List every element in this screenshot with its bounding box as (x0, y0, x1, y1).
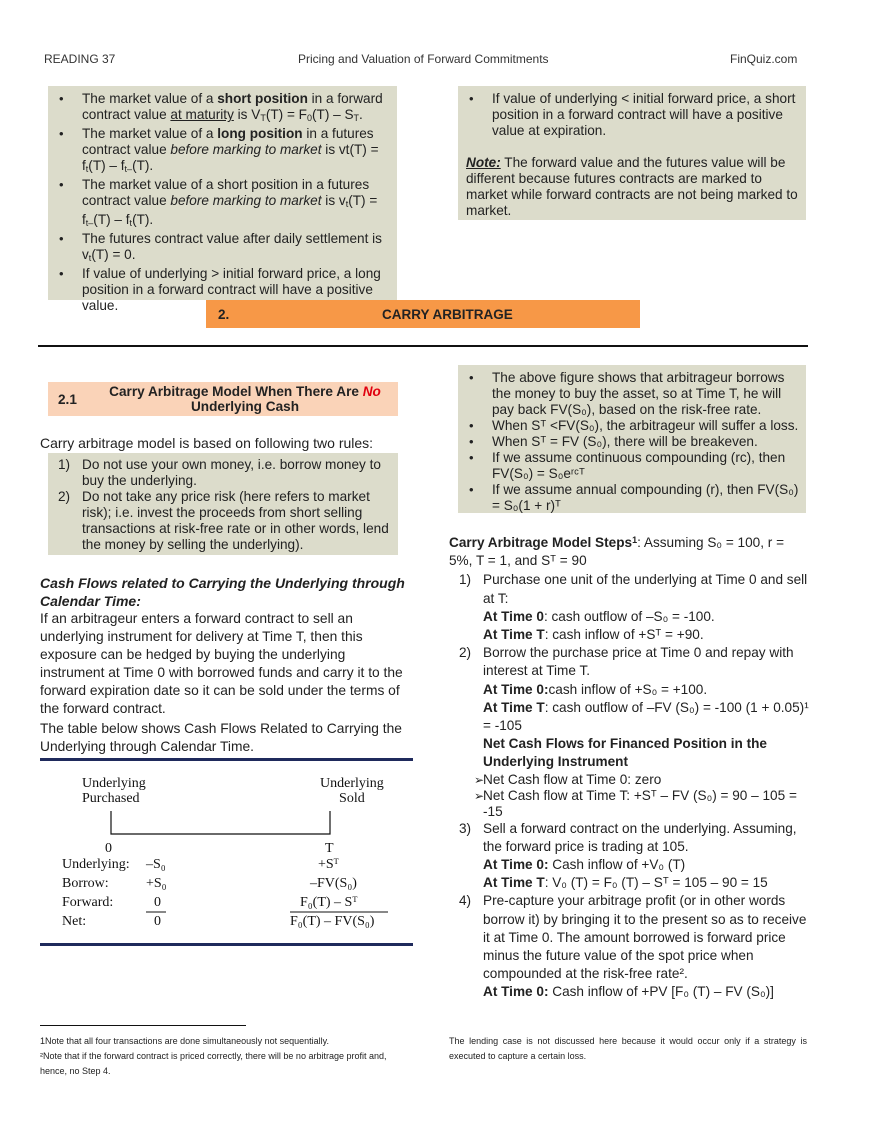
figure-right-head: Underlying Sold (320, 776, 384, 806)
rules-list (48, 457, 390, 553)
running-header-title: Pricing and Valuation of Forward Commitments (298, 52, 549, 66)
note-paragraph (466, 155, 798, 219)
rules-box (48, 453, 398, 555)
subsection-heading (48, 382, 398, 416)
carry-arbitrage-steps (449, 531, 809, 1002)
footnote-2: ²Note that if the forward contract is priced correctly, there will be no arbitrage profit and, hence, no Step 4. (40, 1051, 387, 1076)
running-header-right: FinQuiz.com (730, 52, 798, 66)
step-item: 3) Sell a forward contract on the underlying. Assuming, the forward price is trading at 105. At Time 0: Cash inflow of +V₀ (T) At Time T: V₀ (T) = F₀ (T) – Sᵀ = 105 – 90 = 15 (459, 820, 797, 891)
footnote-3: The lending case is not discussed here because it would occur only if a strategy is executed to capture a certain loss. (449, 1036, 807, 1061)
cash-flow-figure: Underlying Purchased Underlying Sold 0 T Underlying: –S₀ +Sᵀ Borrow: +S₀ –FV(S₀) Forward: 0 F₀(T) – Sᵀ Net: 0 F₀(T) – FV(S₀) (40, 758, 413, 946)
figure-left-head: Underlying Purchased (82, 776, 146, 806)
net-cash-flow-item: ➢ Net Cash flow at Time 0: zero (449, 772, 809, 788)
bullet-short-position-value: • The market value of a short position in a forward contract value at maturity is $V_T(T) = F_0(T) - S_T$. (48, 91, 389, 126)
section-divider (38, 345, 808, 347)
step-item: 2) Borrow the purchase price at Time 0 and repay with interest at Time T. At Time 0:cash inflow of +S₀ = +100. At Time T: cash outflow of –FV (S₀) = -100 (1 + 0.05)¹ = -105 Net Cash Flows for Financed Position in the Underlying Instrument ➢ Net Cash flow at Time 0: zero ➢ Net Cash flow at Time T: +Sᵀ – FV (S₀) = 90 – 105 = -15 (449, 644, 809, 819)
rules-intro: Carry arbitrage model is based on following two rules: (40, 435, 374, 451)
bullet-continuous-compounding: • If we assume continuous compounding (rᴄ), then FV(S₀) = S₀eʳᶜᵀ (458, 450, 800, 482)
bullet-futures-after-settlement: • The futures contract value after daily settlement is $v_t(T) = 0$. (48, 231, 389, 266)
cash-flows-paragraph: If an arbitrageur enters a forward contract to sell an underlying instrument for delivery at Time T, then this exposure can be hedged by buying the underlying instrument at Time 0 with borrowed funds and carry it to the forward expiration date so it can be sold under the terms of the forward contract. (40, 611, 403, 716)
footnotes-left (40, 1034, 410, 1079)
step-item: 1) Purchase one unit of the underlying at Time 0 and sell at T: At Time 0: cash outflow of –S₀ = -100. At Time T: cash inflow of +Sᵀ = +90. (459, 572, 808, 643)
section-number: 2. (218, 307, 230, 322)
summary-box-left (48, 86, 397, 313)
figure-time-zero: 0 (105, 841, 112, 856)
section-heading-bar (206, 300, 640, 328)
footnote-1: 1Note that all four transactions are done simultaneously not sequentially. (40, 1036, 330, 1046)
section-title: CARRY ARBITRAGE (382, 307, 513, 322)
figure-time-t: T (325, 841, 334, 856)
bullet-loss-case: • When Sᵀ <FV(S₀), the arbitrageur will suffer a loss. (458, 418, 800, 434)
bullet-long-futures-value: • The market value of a long position in a futures contract value before marking to market is $vt(T) = f_t(T) - f_{t-}(T)$. (48, 126, 389, 177)
bullet-annual-compounding: • If we assume annual compounding (r), then FV(S₀) = S₀(1 + r)ᵀ (458, 482, 800, 514)
steps-heading: Carry Arbitrage Model Steps$^1$: Assuming S₀ = 100, r = 5%, T = 1, and Sᵀ = 90 (449, 535, 785, 569)
bullet-long-forward-positive: • If value of underlying > initial forward price, a long position in a forward contract will have a positive value. (48, 266, 389, 314)
rule-item: 2) Do not take any price risk (here refers to market risk); i.e. invest the proceeds from short selling transactions at risk-free rate or in other words, lend the money by selling the underlying). (58, 489, 389, 552)
note-text: The forward value and the futures value will be different because futures contracts are marked to market while forward contracts are not being marked to market. (466, 155, 798, 218)
running-header-left: READING 37 (44, 52, 116, 66)
cash-flows-heading: Cash Flows related to Carrying the Underlying through Calendar Time: (40, 575, 405, 609)
summary-bullets-left (48, 91, 389, 314)
subsection-number: 2.1 (58, 392, 77, 407)
subsection-title: Carry Arbitrage Model When There Are No Underlying Cash (109, 384, 381, 414)
rule-item: 1) Do not use your own money, i.e. borrow money to buy the underlying. (58, 457, 381, 488)
summary-bullets-right (458, 91, 798, 139)
figure-explanation-box (458, 365, 806, 513)
step-item: 4) Pre-capture your arbitrage profit (or in other words borrow it) by bringing it to the present so as to receive it at Time 0. The amount borrowed is forward price minus the future value of the spot price when compounded at the risk-free rate². At Time 0: Cash inflow of +PV [F₀ (T) – FV (S₀)] (459, 893, 807, 1000)
steps-list (449, 571, 809, 1001)
bullet-short-futures-value: • The market value of a short position in a futures contract value before marking to market is $v_t(T) = f_{t-}(T) - f_t(T)$. (48, 177, 389, 231)
table-intro-paragraph: The table below shows Cash Flows Related to Carrying the Underlying through Calendar Time. (40, 721, 402, 754)
net-cash-flow-item: ➢ Net Cash flow at Time T: +Sᵀ – FV (S₀) = 90 – 105 = -15 (449, 788, 809, 820)
net-cash-flow-list (449, 772, 809, 820)
bullet-short-forward-positive: • If value of underlying < initial forward price, a short position in a forward contract will have a positive value at expiration. (458, 91, 798, 139)
bullet-breakeven-case: • When Sᵀ = FV (S₀), there will be breakeven. (458, 434, 800, 450)
summary-box-right (458, 86, 806, 220)
footnote-divider (40, 1025, 246, 1026)
figure-explanation-bullets (458, 370, 800, 514)
note-label: Note: (466, 155, 501, 170)
bullet-borrow-explanation: • The above figure shows that arbitrageur borrows the money to buy the asset, so at Time T, he will pay back FV(S₀), based on the risk-free rate. (458, 370, 800, 418)
net-cash-flows-heading: Net Cash Flows for Financed Position in the Underlying Instrument (483, 736, 767, 770)
